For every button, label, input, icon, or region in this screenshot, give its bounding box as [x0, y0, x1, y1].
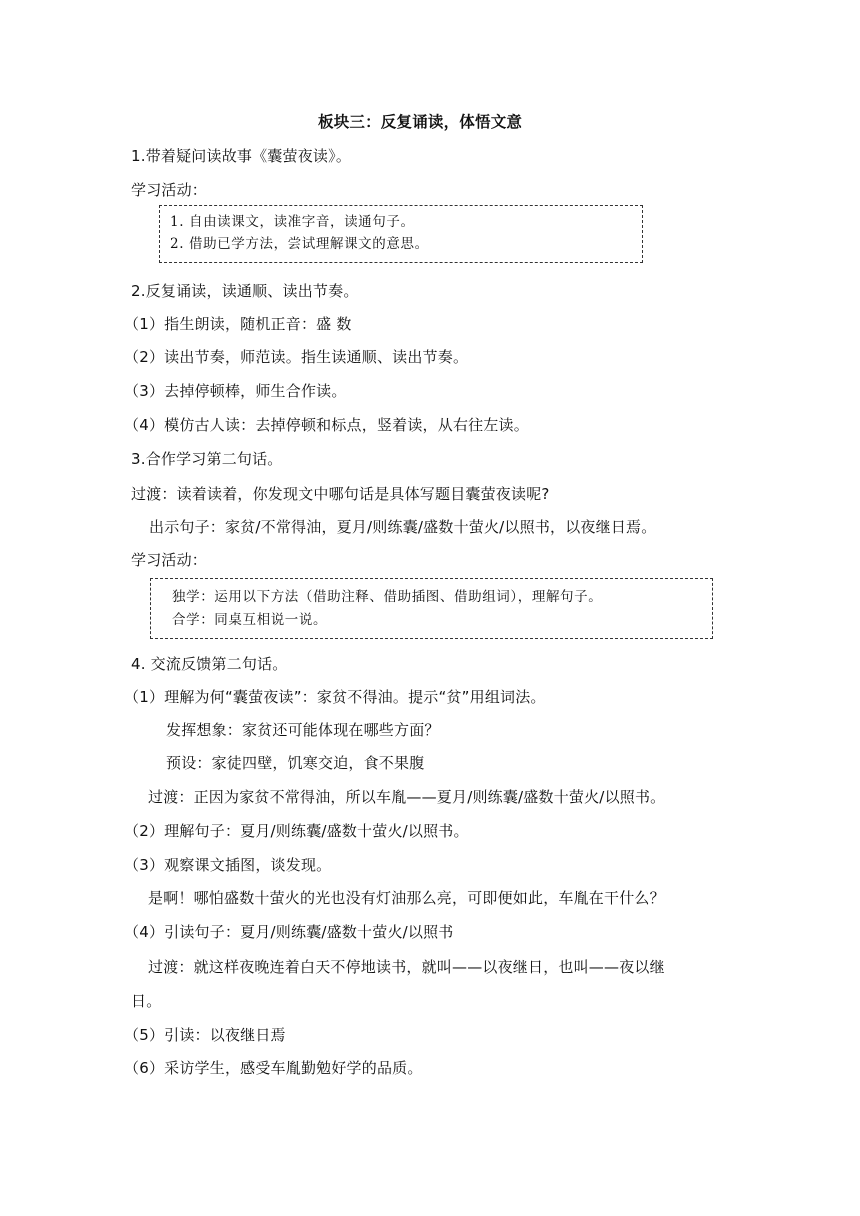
step-2-item: （1）指生朗读，随机正音：盛 数	[124, 315, 352, 333]
step-4-heading: 4. 交流反馈第二句话。	[131, 655, 288, 673]
step-4-line: （1）理解为何“囊萤夜读”：家贫不得油。提示“贫”用组词法。	[124, 688, 546, 706]
step-4-line: 日。	[131, 992, 162, 1010]
step-3-heading: 3.合作学习第二句话。	[131, 450, 283, 468]
step-2-item: （4）模仿古人读：去掉停顿和标点，竖着读，从右往左读。	[124, 416, 529, 434]
activity-item: 合学：同桌互相说一说。	[172, 612, 328, 628]
transition-text: 过渡：读着读着，你发现文中哪句话是具体写题目囊萤夜读呢?	[131, 485, 550, 503]
step-2-item: （3）去掉停顿棒，师生合作读。	[124, 382, 347, 400]
section-title: 板块三：反复诵读，体悟文意	[318, 113, 523, 131]
step-4-line: （5）引读：以夜继日焉	[124, 1026, 286, 1044]
step-4-line: 过渡：正因为家贫不常得油，所以车胤——夏月/则练囊/盛数十萤火/以照书。	[148, 788, 666, 806]
example-sentence: 出示句子：家贫/不常得油，夏月/则练囊/盛数十萤火/以照书，以夜继日焉。	[149, 518, 657, 536]
activity-box-2	[150, 578, 713, 639]
step-4-line: （6）采访学生，感受车胤勤勉好学的品质。	[124, 1059, 423, 1077]
step-4-line: 是啊！哪怕盛数十萤火的光也没有灯油那么亮，可即便如此，车胤在干什么？	[148, 889, 665, 907]
step-4-line: 发挥想象：家贫还可能体现在哪些方面？	[166, 721, 440, 739]
activity-item: 1. 自由读课文，读准字音，读通句子。	[170, 214, 415, 230]
activity-box-1	[159, 205, 643, 263]
step-4-line: （3）观察课文插图，谈发现。	[124, 856, 332, 874]
step-4-line: （4）引读句子：夏月/则练囊/盛数十萤火/以照书	[124, 923, 454, 941]
step-2-item: （2）读出节奏，师范读。指生读通顺、读出节奏。	[124, 348, 469, 366]
activity-label: 学习活动：	[131, 551, 208, 569]
step-4-line: 过渡：就这样夜晚连着白天不停地读书，就叫——以夜继日，也叫——夜以继	[148, 958, 665, 976]
activity-item: 独学：运用以下方法（借助注释、借助插图、借助组词），理解句子。	[172, 589, 603, 605]
step-1-heading: 1.带着疑问读故事《囊萤夜读》。	[131, 147, 352, 165]
step-4-line: （2）理解句子：夏月/则练囊/盛数十萤火/以照书。	[124, 822, 469, 840]
step-2-heading: 2.反复诵读，读通顺、读出节奏。	[131, 282, 359, 300]
activity-item: 2. 借助已学方法，尝试理解课文的意思。	[170, 236, 429, 252]
activity-label: 学习活动：	[131, 181, 208, 199]
step-4-line: 预设：家徒四壁，饥寒交迫，食不果腹	[166, 754, 425, 772]
